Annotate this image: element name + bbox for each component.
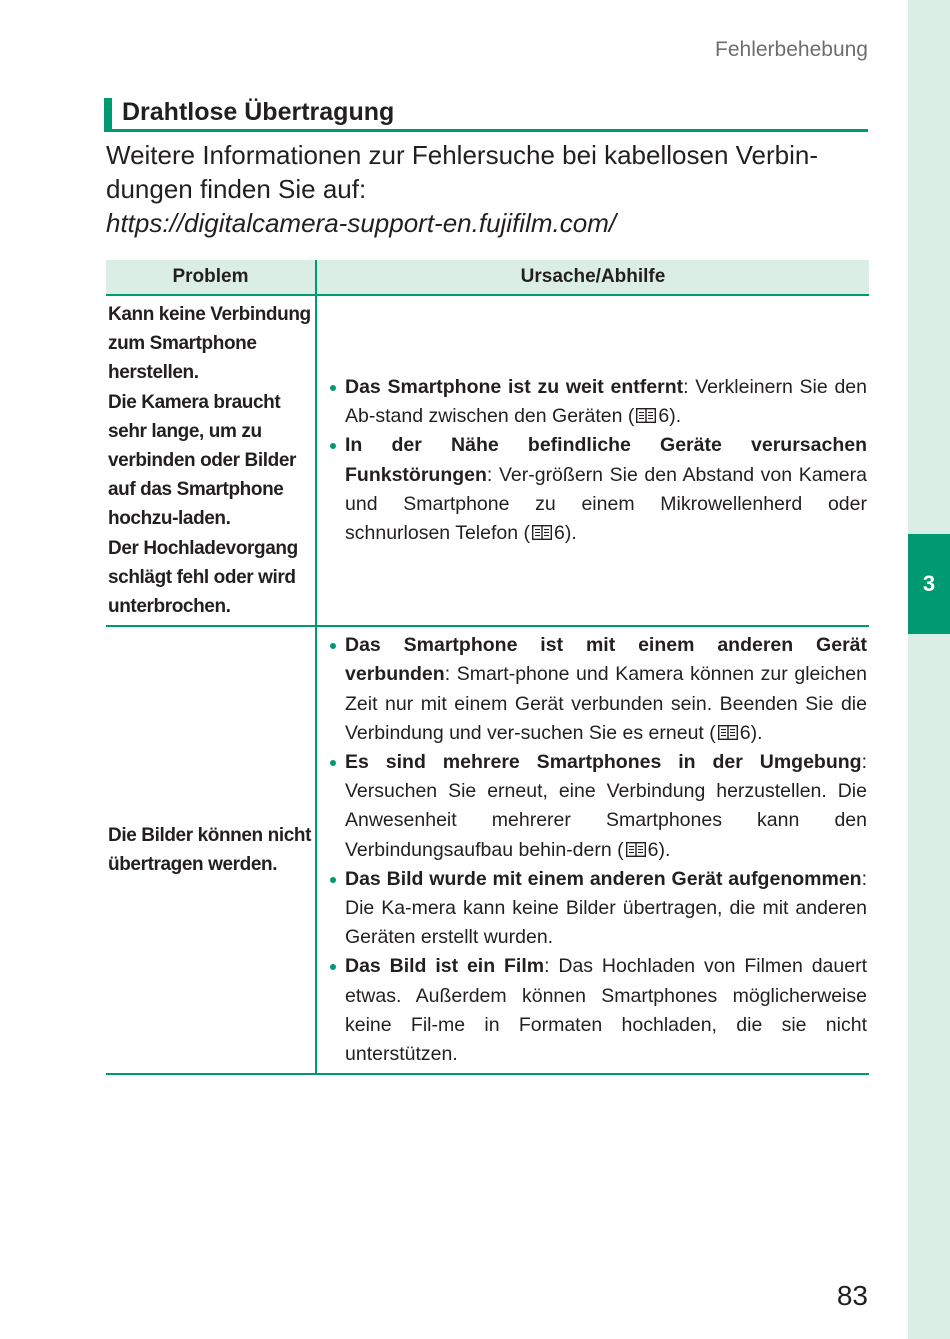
header-problem: Problem xyxy=(106,260,316,295)
cause-list xyxy=(327,373,867,548)
page-number: 83 xyxy=(836,1280,868,1311)
troubleshooting-table xyxy=(106,260,869,1075)
cause-item xyxy=(327,952,867,1069)
book-icon[interactable] xyxy=(636,403,656,418)
section-title xyxy=(104,96,868,132)
chapter-tab[interactable] xyxy=(908,534,950,634)
page-ref-number[interactable]: 6 xyxy=(658,405,670,428)
cause-bold: Es sind mehrere Smartphones in der Umgebung xyxy=(345,751,862,774)
book-icon[interactable] xyxy=(532,520,552,535)
cause-text: : Die Ka-mera kann keine Bilder übertragen, die mit anderen Geräten erstellt wurden. xyxy=(345,867,867,949)
problem-text: Die Bilder können nicht übertragen werden. xyxy=(108,825,311,876)
problem-text: Die Kamera braucht sehr lange, um zu verbinden oder Bilder auf das Smartphone hochzu-laden. xyxy=(108,391,296,530)
header-cause: Ursache/Abhilfe xyxy=(316,260,869,295)
cause-text: : Versuchen Sie erneut, eine Verbindung herzustellen. Die Anwesenheit mehrerer Smartphones kann den Verbindungsaufbau behin-dern ( xyxy=(345,751,867,861)
cause-text: : Smart-phone und Kamera können zur gleichen Zeit nur mit einem Gerät verbunden sein. Beenden Sie die Verbindung und ver-suchen Sie es erneut ( xyxy=(345,663,867,744)
intro-line-1: Weitere Informationen zur Fehlersuche bei kabellosen Verbin- xyxy=(106,140,819,170)
cause-text: : Ver-größern Sie den Abstand von Kamera und Smartphone zu einem Mikrowellenherd oder schnurlosen Telefon ( xyxy=(345,463,867,545)
page-ref-number[interactable]: 6 xyxy=(739,721,751,744)
cause-end: ). xyxy=(658,838,671,861)
cause-item xyxy=(327,431,867,548)
cause-item xyxy=(327,373,867,431)
intro-line-2: dungen finden Sie auf: xyxy=(106,174,367,204)
cause-bold: Das Smartphone ist zu weit entfernt xyxy=(345,376,684,398)
book-icon[interactable] xyxy=(718,720,738,735)
intro-paragraph xyxy=(106,138,868,240)
running-header: Fehlerbehebung xyxy=(715,38,868,61)
cause-end: ). xyxy=(669,405,682,428)
cause-item xyxy=(327,631,867,748)
problem-cell xyxy=(106,626,316,1074)
page-ref-number[interactable]: 6 xyxy=(647,838,659,861)
cause-cell xyxy=(316,626,869,1074)
cause-end: ). xyxy=(750,721,763,744)
table-header-row xyxy=(106,260,869,295)
problem-cell xyxy=(106,295,316,626)
cause-bold: Das Bild ist ein Film xyxy=(345,955,545,978)
title-accent-bar xyxy=(104,98,112,132)
cause-bold: In der Nähe befindliche Geräte verursachen Funkstörungen xyxy=(345,434,867,486)
problem-text: Kann keine Verbindung zum Smartphone herstellen. xyxy=(108,304,311,384)
cause-list xyxy=(327,631,867,1069)
chapter-tab-label: 3 xyxy=(922,571,936,596)
cause-bold: Das Smartphone ist mit einem anderen Gerät verbunden xyxy=(345,634,867,686)
section-title-text: Drahtlose Übertragung xyxy=(122,98,395,126)
cause-text: : Verkleinern Sie den Ab-stand zwischen den Geräten ( xyxy=(345,376,867,428)
problem-text: Der Hochladevorgang schlägt fehl oder wird unterbrochen. xyxy=(108,537,298,618)
cause-text: : Das Hochladen von Filmen dauert etwas. Außerdem können Smartphones möglicherweise keine Fil-me in Formaten hochladen, die sie nicht unterstützen. xyxy=(345,955,867,1066)
side-strip xyxy=(908,0,950,1339)
cause-item xyxy=(327,748,867,865)
page-ref-number[interactable]: 6 xyxy=(554,522,565,545)
cause-item xyxy=(327,865,867,953)
book-icon[interactable] xyxy=(626,837,646,852)
support-url-link[interactable]: https://digitalcamera-support-en.fujifilm.com/ xyxy=(106,208,617,238)
cause-cell xyxy=(316,295,869,626)
cause-bold: Das Bild wurde mit einem anderen Gerät aufgenommen xyxy=(345,867,862,890)
table-row xyxy=(106,295,869,626)
table-row xyxy=(106,626,869,1074)
cause-end: ). xyxy=(564,522,577,545)
